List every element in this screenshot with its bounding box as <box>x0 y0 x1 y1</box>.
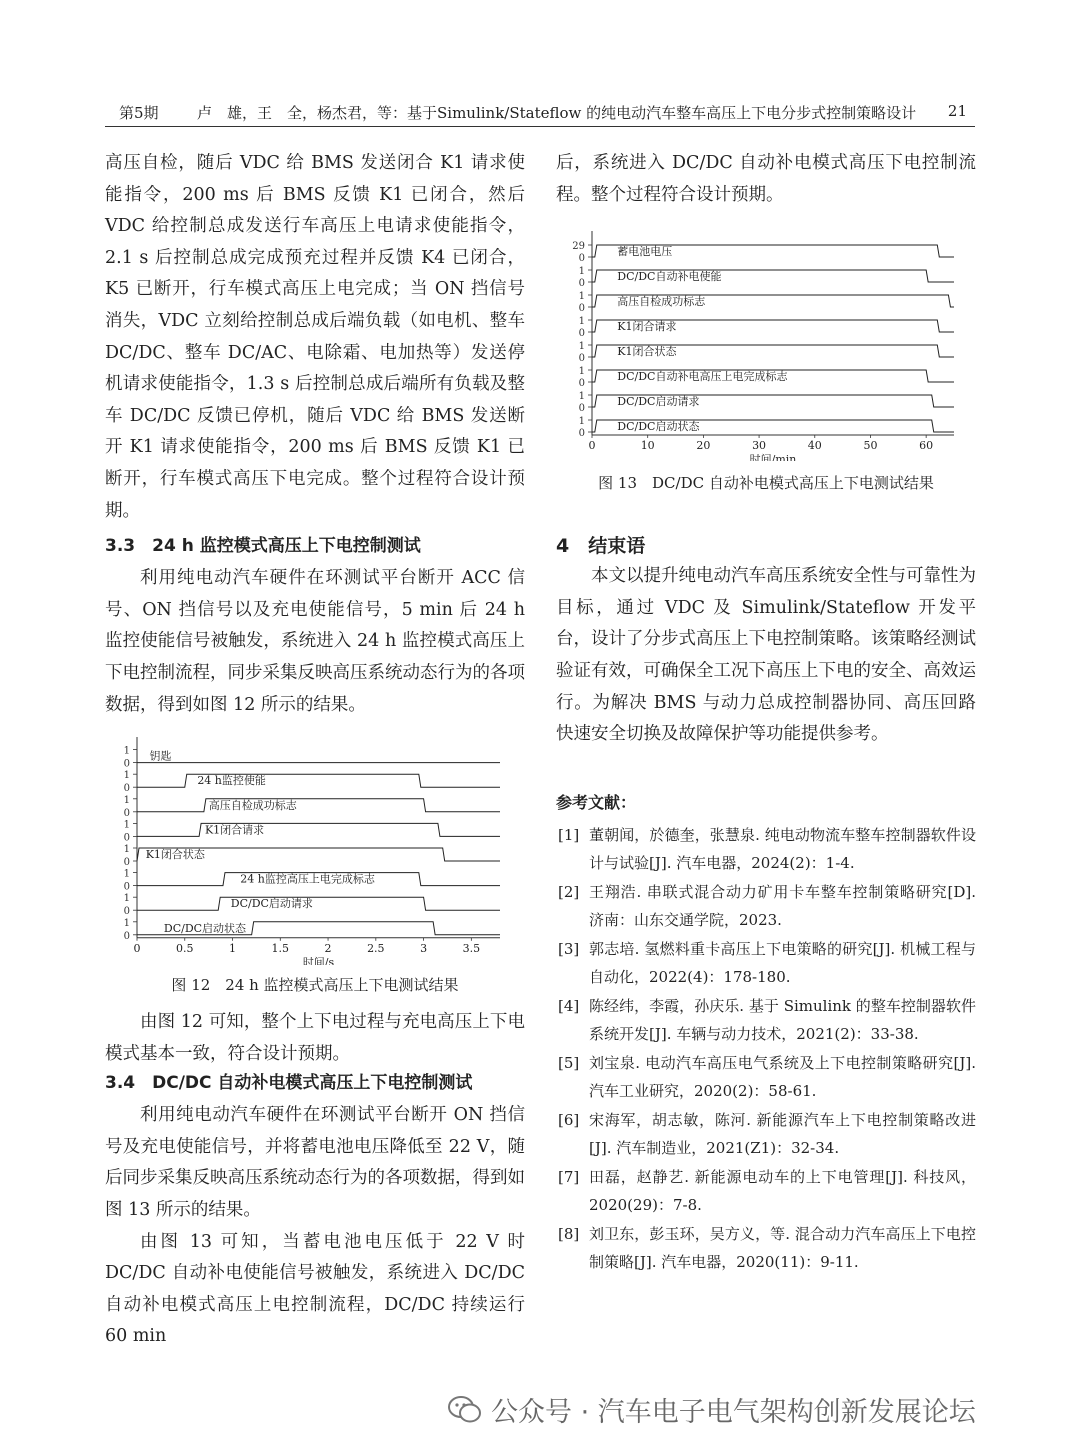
level-low-label: 0 <box>123 881 130 893</box>
x-tick-label: 50 <box>863 439 878 453</box>
series-label: DC/DC自动补电使能 <box>617 270 722 284</box>
running-title: 卢 雄，王 全，杨杰君，等：基于Simulink/Stateflow 的纯电动汽车整车高压上下电分步式控制策略设计 <box>197 104 917 122</box>
series-6 <box>124 893 500 917</box>
level-low-label: 0 <box>123 758 130 770</box>
series-label: DC/DC启动请求 <box>617 395 700 409</box>
level-high-label: 1 <box>578 291 585 303</box>
page-number: 21 <box>947 102 967 120</box>
series-4 <box>124 844 500 868</box>
level-high-label: 1 <box>123 770 130 782</box>
series-3 <box>579 316 954 339</box>
x-axis-label: 时间/s <box>302 955 335 966</box>
level-low-label: 0 <box>578 428 585 440</box>
x-tick-label: 0.5 <box>176 941 194 955</box>
x-tick-label: 60 <box>919 439 934 453</box>
series-0 <box>572 241 954 264</box>
series-5 <box>579 366 954 389</box>
series-line <box>137 799 500 812</box>
level-low-label: 0 <box>123 857 130 869</box>
x-tick-label: 2 <box>324 941 332 955</box>
level-low-label: 0 <box>123 783 130 795</box>
level-low-label: 0 <box>123 807 130 819</box>
x-tick-label: 30 <box>752 439 767 453</box>
series-label: 24 h监控使能 <box>197 774 266 788</box>
level-high-label: 1 <box>123 819 130 831</box>
series-label: K1闭合状态 <box>145 848 205 862</box>
x-tick-label: 0 <box>588 439 596 453</box>
x-tick-label: 1 <box>229 941 237 955</box>
x-axis-label: 时间/min <box>749 453 797 462</box>
level-low-label: 0 <box>578 303 585 315</box>
level-high-label: 1 <box>578 366 585 378</box>
level-low-label: 0 <box>578 253 585 265</box>
x-tick-label: 10 <box>640 439 655 453</box>
series-line <box>137 823 500 836</box>
section-3-4-title: 3.4 DC/DC 自动补电模式高压上下电控制测试 <box>105 1073 473 1094</box>
series-label: 高压自检成功标志 <box>617 295 706 309</box>
level-high-label: 1 <box>578 316 585 328</box>
references-list <box>556 821 976 1277</box>
reference-item: [7] 田磊，赵静艺. 新能源电动车的上下电管理[J]. 科技风，2020(29)：7-8. <box>558 1167 976 1215</box>
level-high-label: 1 <box>123 917 130 929</box>
x-tick-label: 1.5 <box>271 941 290 955</box>
level-low-label: 0 <box>578 378 585 390</box>
level-low-label: 0 <box>578 353 585 365</box>
level-high-label: 29 <box>572 241 585 253</box>
x-tick-label: 20 <box>696 439 711 453</box>
series-label: 高压自检成功标志 <box>208 798 297 812</box>
level-high-label: 1 <box>578 266 585 278</box>
series-label: DC/DC启动状态 <box>163 921 247 935</box>
watermark <box>445 1390 976 1429</box>
reference-item: [4] 陈经纬，李霞，孙庆乐. 基于 Simulink 的整车控制器软件系统开发[J]. 车辆与动力技术，2021(2)：33-38. <box>558 996 976 1044</box>
series-line <box>137 774 500 787</box>
level-high-label: 1 <box>123 868 130 880</box>
series-label: 24 h监控高压上电完成标志 <box>240 872 375 886</box>
series-4 <box>579 341 954 364</box>
series-label: K1闭合请求 <box>204 823 265 837</box>
reference-item: [2] 王翔浩. 串联式混合动力矿用卡车整车控制策略研究[D]. 济南：山东交通学院，2023. <box>558 882 976 930</box>
level-high-label: 1 <box>578 341 585 353</box>
left-paragraph-5: 由图 13 可知，当蓄电池电压低于 22 V 时 DC/DC 自动补电使能信号被触发，系统进入 DC/DC 自动补电模式高压上电控制流程，DC/DC 持续运行 60 min <box>105 1231 525 1347</box>
reference-item: [8] 刘卫东，彭玉环，吴方义，等. 混合动力汽车高压上下电控制策略[J]. 汽车电器，2020(11)：9-11. <box>558 1224 976 1272</box>
left-paragraph-3: 由图 12 可知，整个上下电过程与充电高压上下电模式基本一致，符合设计预期。 <box>105 1012 525 1064</box>
x-tick-label: 40 <box>807 439 822 453</box>
series-1 <box>124 770 500 794</box>
series-2 <box>579 291 954 314</box>
series-5 <box>124 869 500 893</box>
series-label: K1闭合状态 <box>617 345 677 359</box>
series-label: 钥匙 <box>149 749 172 763</box>
series-label: 蓄电池电压 <box>617 245 673 259</box>
series-0 <box>124 746 500 770</box>
left-column <box>105 148 525 1353</box>
level-high-label: 1 <box>123 794 130 806</box>
figure-12-caption: 图 12 24 h 监控模式高压上下电测试结果 <box>171 976 459 995</box>
right-paragraph-2: 本文以提升纯电动汽车高压系统安全性与可靠性为目标，通过 VDC 及 Simulink/Stateflow 开发平台，设计了分步式高压上下电控制策略。该策略经测试验证有效，可确保全工况下高压上下电的安全、高效运行。为解决 BMS 与动力总成控制器协同、高压回路快速安全切换及故障保护等功能提供参考。 <box>556 566 976 745</box>
level-high-label: 1 <box>578 391 585 403</box>
series-label: K1闭合请求 <box>617 320 677 334</box>
reference-item: [3] 郭志培. 氢燃料重卡高压上下电策略的研究[J]. 机械工程与自动化，2022(4)：178-180. <box>558 939 976 987</box>
figure-13 <box>556 229 976 493</box>
right-column <box>556 148 976 1277</box>
reference-item: [5] 刘宝泉. 电动汽车高压电气系统及上下电控制策略研究[J]. 汽车工业研究，2020(2)：58-61. <box>558 1053 976 1101</box>
figure-13-chart <box>556 229 976 461</box>
level-high-label: 1 <box>123 893 130 905</box>
figure-12-chart <box>105 735 525 965</box>
section-3-3-title: 3.3 24 h 监控模式高压上下电控制测试 <box>105 536 421 557</box>
references-title: 参考文献： <box>556 792 637 812</box>
level-low-label: 0 <box>123 906 130 918</box>
section-4-title: 4 结束语 <box>556 535 646 558</box>
x-tick-label: 2.5 <box>367 941 385 955</box>
level-low-label: 0 <box>578 403 585 415</box>
level-high-label: 1 <box>123 745 130 757</box>
issue-number: 第5期 <box>119 104 159 122</box>
level-high-label: 1 <box>123 844 130 856</box>
watermark-text: 公众号 · 汽车电子电气架构创新发展论坛 <box>491 1397 976 1428</box>
x-tick-label: 3.5 <box>462 941 481 955</box>
level-low-label: 0 <box>123 930 130 942</box>
figure-12 <box>105 735 525 995</box>
series-label: DC/DC启动请求 <box>230 897 313 911</box>
series-label: DC/DC自动补电高压上电完成标志 <box>617 370 788 384</box>
series-7 <box>579 416 954 439</box>
series-1 <box>579 266 954 289</box>
x-tick-label: 0 <box>133 941 141 955</box>
level-high-label: 1 <box>578 416 585 428</box>
running-header <box>105 100 975 127</box>
reference-item: [1] 董朝闻，於德奎，张慧泉. 纯电动物流车整车控制器软件设计与试验[J]. 汽车电器，2024(2)：1-4. <box>558 825 976 873</box>
series-2 <box>124 795 500 819</box>
left-paragraph-2: 利用纯电动汽车硬件在环测试平台断开 ACC 信号、ON 挡信号以及充电使能信号，5 min 后 24 h 监控使能信号被触发，系统进入 24 h 监控模式高压上下电控制流程，同步采集反映高压系统动态行为的各项数据，得到如图 12 所示的结果。 <box>105 568 525 715</box>
series-line <box>137 897 500 910</box>
series-3 <box>124 819 500 843</box>
level-low-label: 0 <box>578 328 585 340</box>
figure-13-caption: 图 13 DC/DC 自动补电模式高压上下电测试结果 <box>598 474 934 493</box>
left-paragraph-1: 高压自检，随后 VDC 给 BMS 发送闭合 K1 请求使能指令，200 ms 后 BMS 反馈 K1 已闭合，然后 VDC 给控制总成发送行车高压上电请求使能指令，2.1 s 后控制总成完成预充过程并反馈 K4 已闭合，K5 已断开，行车模式高压上电完成；当 ON 挡信号消失，VDC 立刻给控制总成后端负载（如电机、整车 DC/DC、整车 DC/AC、电除霜、电加热等）发送停机请求使能指令，1.3 s 后控制总成后端所有负载及整车 DC/DC 反馈已停机，随后 VDC 给 BMS 发送断开 K1 请求使能指令，200 ms 后 BMS 反馈 K1 已断开，行车模式高压下电完成。整个过程符合设计预期。 <box>105 153 525 521</box>
series-6 <box>579 391 954 414</box>
x-tick-label: 3 <box>420 941 428 955</box>
reference-item: [6] 宋海军，胡志敏，陈河. 新能源汽车上下电控制策略改进[J]. 汽车制造业，2021(Z1)：32-34. <box>558 1110 976 1158</box>
level-low-label: 0 <box>578 278 585 290</box>
level-low-label: 0 <box>123 832 130 844</box>
left-paragraph-4: 利用纯电动汽车硬件在环测试平台断开 ON 挡信号及充电使能信号，并将蓄电池电压降低至 22 V，随后同步采集反映高压系统动态行为的各项数据，得到如图 13 所示的结果。 <box>105 1105 525 1221</box>
right-paragraph-1: 后，系统进入 DC/DC 自动补电模式高压下电控制流程。整个过程符合设计预期。 <box>556 153 976 205</box>
series-label: DC/DC启动状态 <box>617 420 700 434</box>
